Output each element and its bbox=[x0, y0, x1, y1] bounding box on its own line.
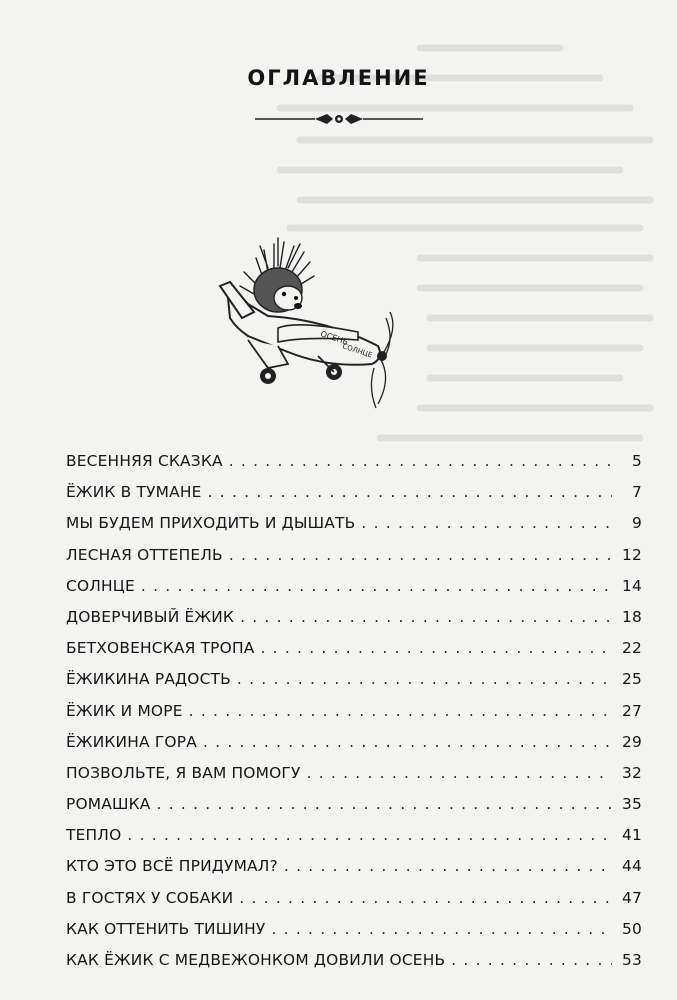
toc-entry[interactable] bbox=[66, 514, 642, 545]
toc-entry-page: 14 bbox=[622, 576, 642, 595]
toc-entry-page: 32 bbox=[622, 763, 642, 782]
dot-leader bbox=[229, 546, 612, 564]
dot-leader bbox=[240, 608, 612, 626]
dot-leader bbox=[127, 826, 612, 844]
dot-leader bbox=[237, 670, 612, 688]
dot-leader bbox=[141, 577, 612, 595]
toc-entry-title: ЁЖИКИНА РАДОСТЬ bbox=[66, 670, 231, 689]
toc-entry-title: БЕТХОВЕНСКАЯ ТРОПА bbox=[66, 639, 255, 658]
toc-entry-title: ЁЖИК В ТУМАНЕ bbox=[66, 483, 202, 502]
dot-leader bbox=[307, 764, 612, 782]
dot-leader bbox=[260, 639, 612, 657]
toc-entry-page: 9 bbox=[632, 514, 642, 533]
toc-entry-title: КАК ОТТЕНИТЬ ТИШИНУ bbox=[66, 919, 266, 938]
toc-entry-page: 53 bbox=[622, 951, 642, 969]
toc-entry[interactable] bbox=[66, 452, 642, 483]
toc-entry-title: КТО ЭТО ВСЁ ПРИДУМАЛ? bbox=[66, 857, 278, 876]
toc-entry[interactable] bbox=[66, 857, 642, 888]
dot-leader bbox=[239, 889, 612, 907]
toc-entry-page: 12 bbox=[622, 545, 642, 564]
toc-entry[interactable] bbox=[66, 546, 642, 577]
hedgehog-airplane-illustration bbox=[208, 228, 408, 428]
toc-entry[interactable] bbox=[66, 639, 642, 670]
toc-entry-title: ЁЖИК И МОРЕ bbox=[66, 701, 183, 720]
toc-entry-title: КАК ЁЖИК С МЕДВЕЖОНКОМ ДОВИЛИ ОСЕНЬ bbox=[66, 951, 446, 969]
toc-entry[interactable] bbox=[66, 764, 642, 795]
plane-label-sun: СОЛНЦЕ bbox=[341, 342, 374, 360]
toc-entry-title: ЁЖИКИНА ГОРА bbox=[66, 732, 197, 751]
dot-leader bbox=[272, 920, 613, 938]
toc-entry-page: 5 bbox=[632, 452, 642, 470]
toc-entry-page: 50 bbox=[622, 919, 642, 938]
toc-entry-page: 25 bbox=[622, 670, 642, 689]
dot-leader bbox=[208, 483, 612, 501]
toc-entry-page: 22 bbox=[622, 639, 642, 658]
toc-entry-page: 7 bbox=[632, 483, 642, 502]
toc-entry-page: 41 bbox=[622, 826, 642, 845]
toc-entry[interactable] bbox=[66, 670, 642, 701]
dot-leader bbox=[284, 857, 612, 875]
toc-entry[interactable] bbox=[66, 826, 642, 857]
page-title: ОГЛАВЛЕНИЕ bbox=[247, 66, 430, 90]
toc-entry[interactable] bbox=[66, 920, 642, 951]
dot-leader bbox=[361, 514, 612, 532]
toc-entry-page: 27 bbox=[622, 701, 642, 720]
toc-entry[interactable] bbox=[66, 577, 642, 608]
toc-entry-title: ВЕСЕННЯЯ СКАЗКА bbox=[66, 452, 223, 470]
dot-leader bbox=[189, 702, 612, 720]
toc-entry-title: ТЕПЛО bbox=[66, 826, 122, 845]
toc-entry-page: 18 bbox=[622, 607, 642, 626]
toc-entry-title: В ГОСТЯХ У СОБАКИ bbox=[66, 888, 234, 907]
toc-entry[interactable] bbox=[66, 733, 642, 764]
table-of-contents bbox=[66, 452, 642, 982]
toc-entry[interactable] bbox=[66, 951, 642, 982]
toc-entry-page: 47 bbox=[622, 888, 642, 907]
toc-entry[interactable] bbox=[66, 608, 642, 639]
toc-entry[interactable] bbox=[66, 702, 642, 733]
toc-entry-title: СОЛНЦЕ bbox=[66, 576, 135, 595]
dot-leader bbox=[203, 733, 612, 751]
toc-entry-title: РОМАШКА bbox=[66, 795, 151, 814]
toc-entry[interactable] bbox=[66, 795, 642, 826]
dot-leader bbox=[451, 951, 612, 969]
toc-entry-page: 29 bbox=[622, 732, 642, 751]
toc-entry[interactable] bbox=[66, 483, 642, 514]
toc-entry-title: МЫ БУДЕМ ПРИХОДИТЬ И ДЫШАТЬ bbox=[66, 514, 356, 533]
toc-entry-title: ДОВЕРЧИВЫЙ ЁЖИК bbox=[66, 607, 235, 626]
title-ornament bbox=[255, 110, 423, 128]
dot-leader bbox=[157, 795, 612, 813]
toc-entry-page: 44 bbox=[622, 857, 642, 876]
dot-leader bbox=[229, 452, 612, 470]
plane-label-autumn: ОСЕНЬ bbox=[319, 329, 350, 347]
toc-entry-page: 35 bbox=[622, 795, 642, 814]
toc-entry[interactable] bbox=[66, 889, 642, 920]
toc-entry-title: ЛЕСНАЯ ОТТЕПЕЛЬ bbox=[66, 545, 223, 564]
toc-entry-title: ПОЗВОЛЬТЕ, Я ВАМ ПОМОГУ bbox=[66, 763, 301, 782]
